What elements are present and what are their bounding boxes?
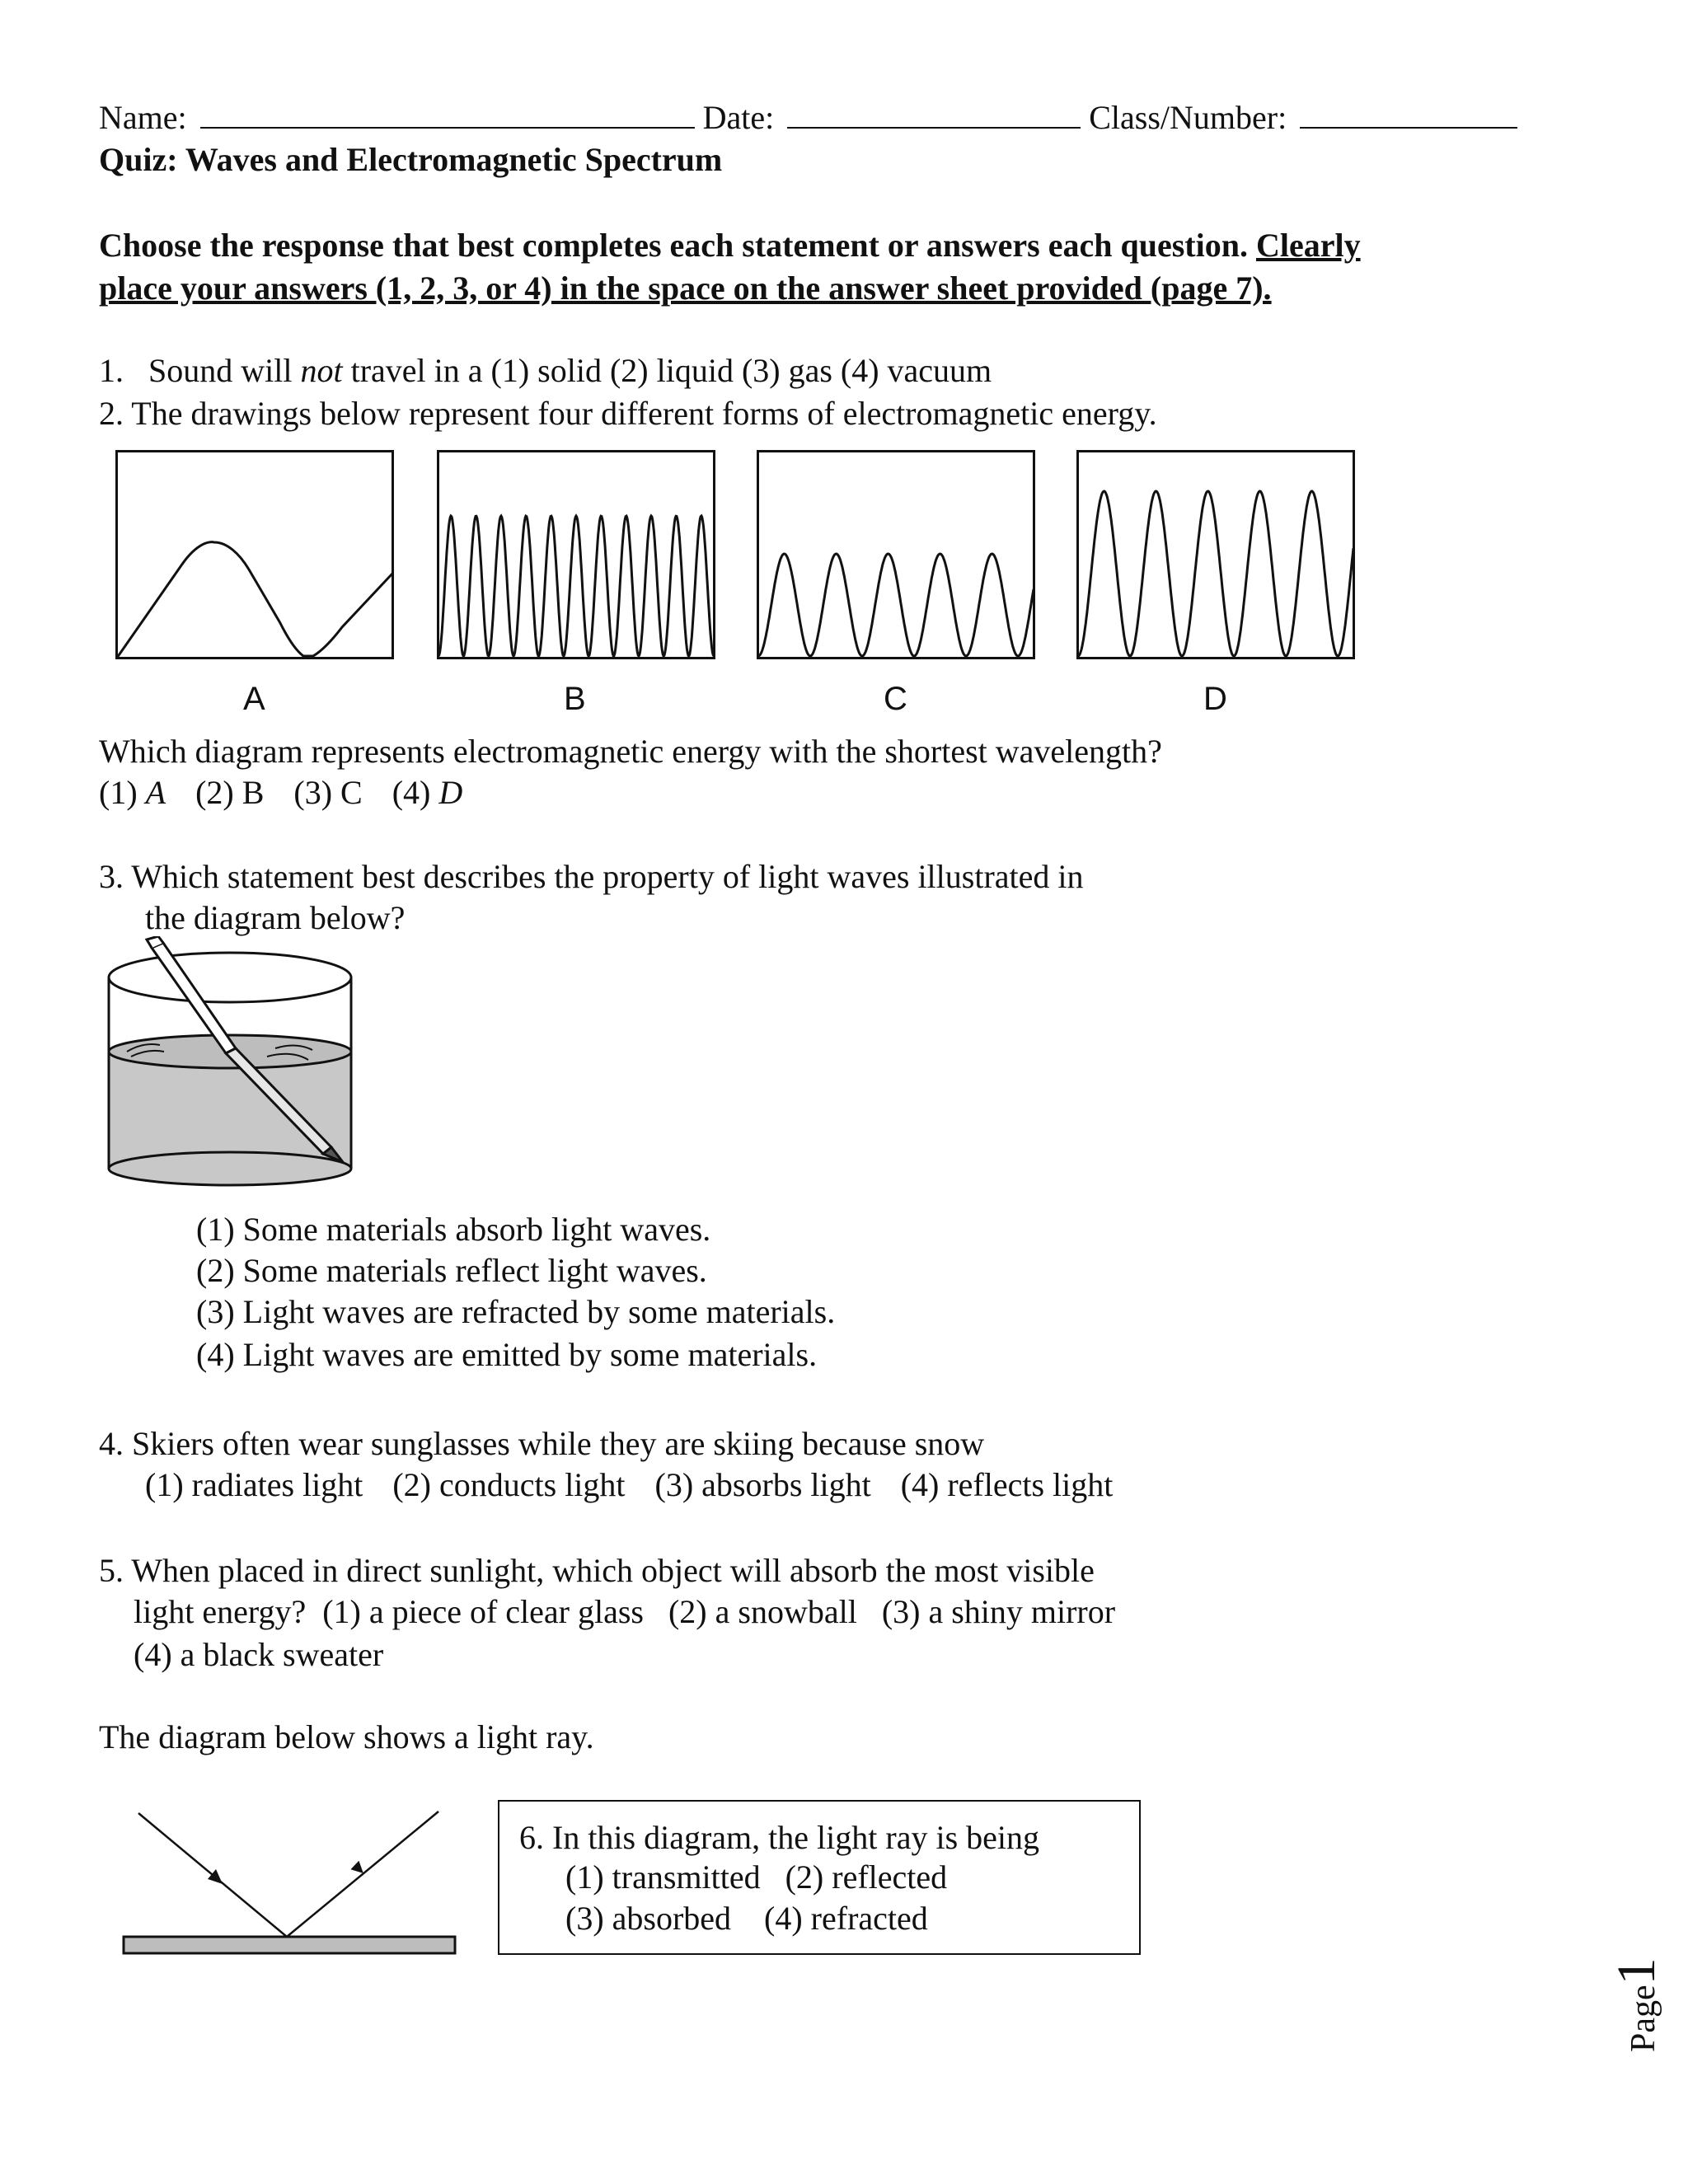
- question-6-line-1: 6. In this diagram, the light ray is being: [519, 1819, 1039, 1856]
- instructions-line-1: [99, 226, 1361, 265]
- q4-option-4: (4) reflects light: [900, 1466, 1114, 1503]
- light-ray-reflection-diagram: [115, 1805, 462, 1961]
- wave-label-a: A: [243, 681, 265, 717]
- q1-prefix: 1. Sound will: [99, 352, 301, 389]
- instructions-part1: Choose the response that best completes each statement or answers each question.: [99, 227, 1248, 264]
- question-6-box: [498, 1800, 1141, 1955]
- question-5-line-2: light energy? (1) a piece of clear glass (2) a snowball (3) a shiny mirror: [134, 1593, 1116, 1630]
- wave-diagram-c: [757, 450, 1035, 659]
- question-1: [99, 351, 992, 391]
- pencil-in-water-diagram: [102, 936, 366, 1200]
- q2-choice-3: (3) C: [293, 774, 363, 811]
- instructions-line-2: place your answers (1, 2, 3, or 4) in the space on the answer sheet provided (page 7).: [99, 269, 1272, 307]
- quiz-title: Quiz: Waves and Electromagnetic Spectrum: [99, 141, 723, 178]
- q4-option-3: (3) absorbs light: [654, 1466, 871, 1503]
- name-field[interactable]: [200, 97, 695, 129]
- q2-choice-4: D: [438, 774, 463, 811]
- question-4-options: [145, 1465, 1113, 1505]
- q3-option-4: (4) Light waves are emitted by some materials.: [196, 1336, 818, 1373]
- q2-choice-1-num: (1): [99, 774, 138, 811]
- instructions-clearly: Clearly: [1255, 227, 1361, 264]
- wave-label-d: D: [1203, 681, 1227, 717]
- wave-diagram-d: [1076, 450, 1355, 659]
- q3-option-3: (3) Light waves are refracted by some materials.: [196, 1293, 836, 1330]
- class-number-field[interactable]: [1300, 97, 1517, 129]
- question-2-question: Which diagram represents electromagnetic energy with the shortest wavelength?: [99, 733, 1162, 770]
- light-ray-intro: The diagram below shows a light ray.: [99, 1718, 594, 1755]
- question-5-line-1: 5. When placed in direct sunlight, which object will absorb the most visible: [99, 1552, 1095, 1589]
- reflected-ray-arrowhead: [350, 1859, 365, 1873]
- wave-diagram-a: [115, 450, 394, 659]
- q1-emphasis: not: [300, 352, 343, 389]
- q3-option-1: (1) Some materials absorb light waves.: [196, 1211, 711, 1248]
- question-4-line-1: 4. Skiers often wear sunglasses while they are skiing because snow: [99, 1425, 985, 1462]
- name-label: Name:: [99, 99, 187, 136]
- question-3-line-1: 3. Which statement best describes the property of light waves illustrated in: [99, 858, 1084, 895]
- q4-option-1: (1) radiates light: [145, 1466, 363, 1503]
- question-6-line-2: (1) transmitted (2) reflected: [565, 1858, 948, 1896]
- page-word: Page: [1625, 1985, 1662, 2052]
- question-6-line-3: (3) absorbed (4) refracted: [565, 1900, 928, 1937]
- page-digit: 1: [1606, 1957, 1667, 1985]
- page-number: [1606, 1887, 1667, 2052]
- wave-label-c: C: [884, 681, 907, 717]
- q4-option-2: (2) conducts light: [392, 1466, 626, 1503]
- question-2-choices: [99, 773, 462, 813]
- q3-option-2: (2) Some materials reflect light waves.: [196, 1252, 707, 1289]
- question-2-stem: 2. The drawings below represent four different forms of electromagnetic energy.: [99, 395, 1157, 432]
- q2-choice-1: A: [145, 774, 166, 811]
- question-5-line-3: (4) a black sweater: [134, 1636, 384, 1673]
- wave-diagram-b: [437, 450, 715, 659]
- name-row: [99, 97, 1517, 138]
- wave-label-b: B: [564, 681, 586, 717]
- q2-choice-4-num: (4): [392, 774, 431, 811]
- date-field[interactable]: [787, 97, 1081, 129]
- q1-rest: travel in a (1) solid (2) liquid (3) gas (4) vacuum: [342, 352, 992, 389]
- q2-choice-2: (2) B: [195, 774, 265, 811]
- class-number-label: Class/Number:: [1089, 99, 1287, 136]
- date-label: Date:: [702, 99, 775, 136]
- question-3-line-2: the diagram below?: [145, 899, 406, 936]
